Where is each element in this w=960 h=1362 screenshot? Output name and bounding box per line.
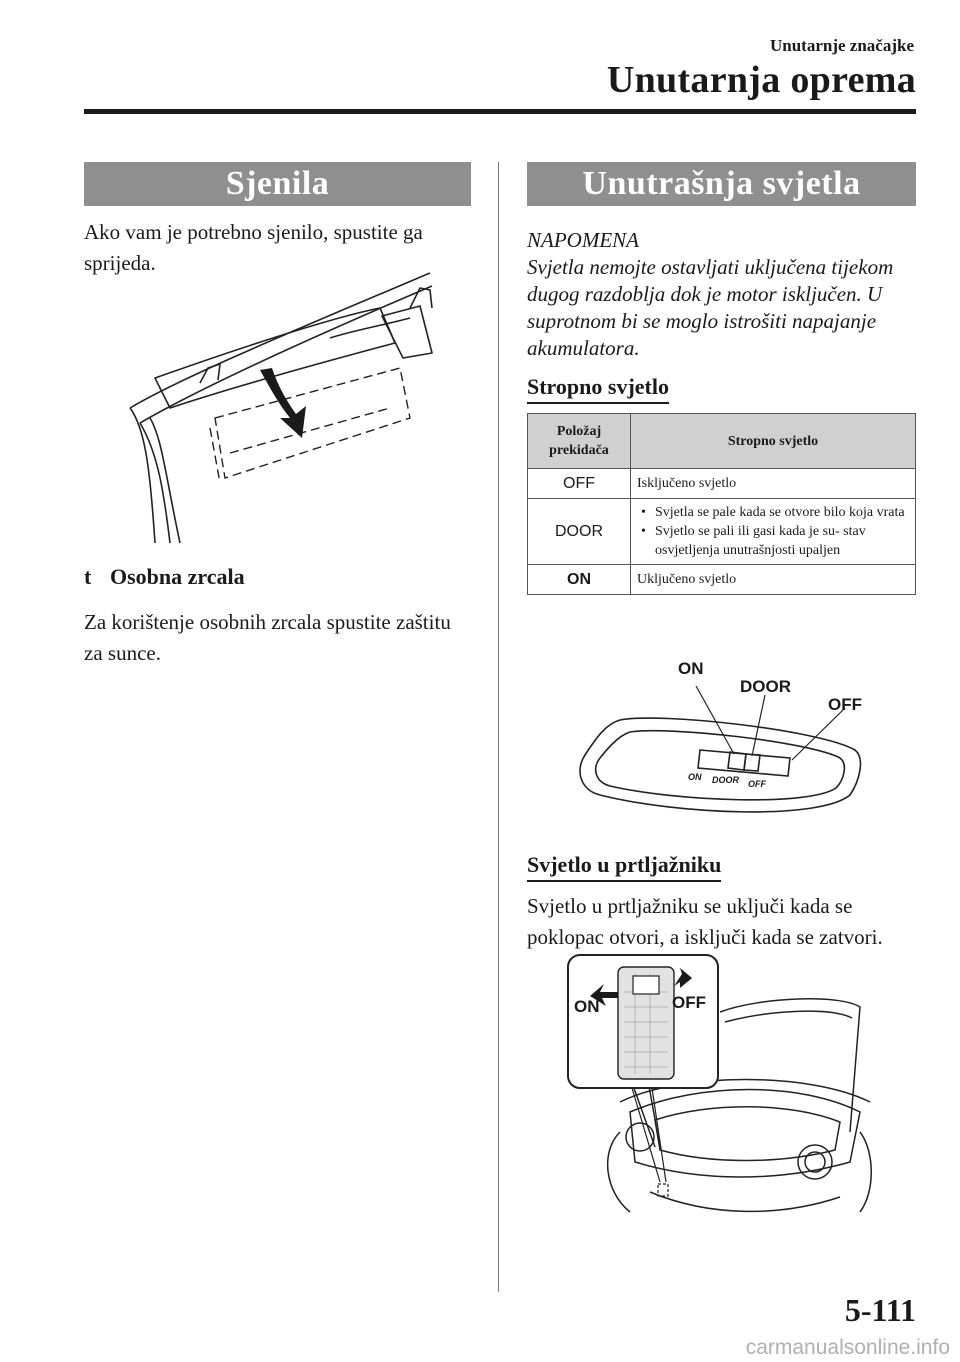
table-header-switch: Položaj prekidača <box>528 414 631 469</box>
chapter-subtitle: Unutarnje značajke <box>769 36 914 55</box>
sunvisor-illustration <box>120 268 440 553</box>
note-box <box>527 227 907 362</box>
note-title: NAPOMENA <box>527 228 639 252</box>
sunvisor-intro: Ako vam je potrebno sjenilo, spustite ga sprijeda. <box>84 220 423 275</box>
chapter-title: Unutarnja oprema <box>606 59 916 101</box>
trunk-label-off: OFF <box>672 993 706 1012</box>
trunk-light-heading: Svjetlo u prtljažniku <box>527 852 721 882</box>
watermark: carmanualsonline.info <box>745 1336 950 1359</box>
roof-small-on: ON <box>688 772 702 782</box>
heading-marker: t <box>84 564 92 589</box>
mode-door: DOOR <box>528 499 631 565</box>
roof-label-off: OFF <box>828 695 862 714</box>
roof-small-off: OFF <box>748 779 766 789</box>
personal-mirrors-heading <box>84 564 470 590</box>
roof-label-door: DOOR <box>740 677 791 696</box>
personal-mirrors-text: Za korištenje osobnih zrcala spustite zaštitu za sunce. <box>84 610 451 665</box>
mode-on-desc: Uključeno svjetlo <box>631 565 916 595</box>
list-item: • Svjetla se pale kada se otvore bilo koja vrata <box>637 503 909 522</box>
roof-light-heading: Stropno svjetlo <box>527 374 669 404</box>
mode-door-desc <box>631 499 916 565</box>
roof-label-on: ON <box>678 659 704 678</box>
note-text: Svjetla nemojte ostavljati uključena tijekom dugog razdoblja dok je motor isključen. U suprotnom bi se moglo istrošiti napajanje akumulatora. <box>527 255 894 360</box>
list-item: • Svjetlo se pali ili gasi kada je su- stav osvjetljenja unutrašnjosti upaljen <box>637 522 909 560</box>
heading-text: Osobna zrcala <box>110 564 245 589</box>
page-number: 5-111 <box>844 1292 916 1328</box>
mode-off: OFF <box>528 469 631 499</box>
mode-on: ON <box>528 565 631 595</box>
table-row <box>528 499 916 565</box>
column-divider <box>498 162 499 1292</box>
table-header-light: Stropno svjetlo <box>631 414 916 469</box>
mode-off-desc: Isključeno svjetlo <box>631 469 916 499</box>
table-row <box>528 565 916 595</box>
table-row <box>528 469 916 499</box>
header-rule <box>84 109 916 114</box>
roof-light-table <box>527 413 916 595</box>
roof-light-illustration <box>560 650 880 840</box>
trunk-label-on: ON <box>574 997 600 1016</box>
section-title-interior-lights: Unutrašnja svjetla <box>527 162 916 206</box>
trunk-light-text: Svjetlo u prtljažniku se uključi kada se poklopac otvori, a isključi kada se zatvori. <box>527 894 883 949</box>
roof-small-door: DOOR <box>712 775 739 785</box>
trunk-light-illustration <box>560 952 880 1237</box>
section-title-sunvisors: Sjenila <box>84 162 471 206</box>
